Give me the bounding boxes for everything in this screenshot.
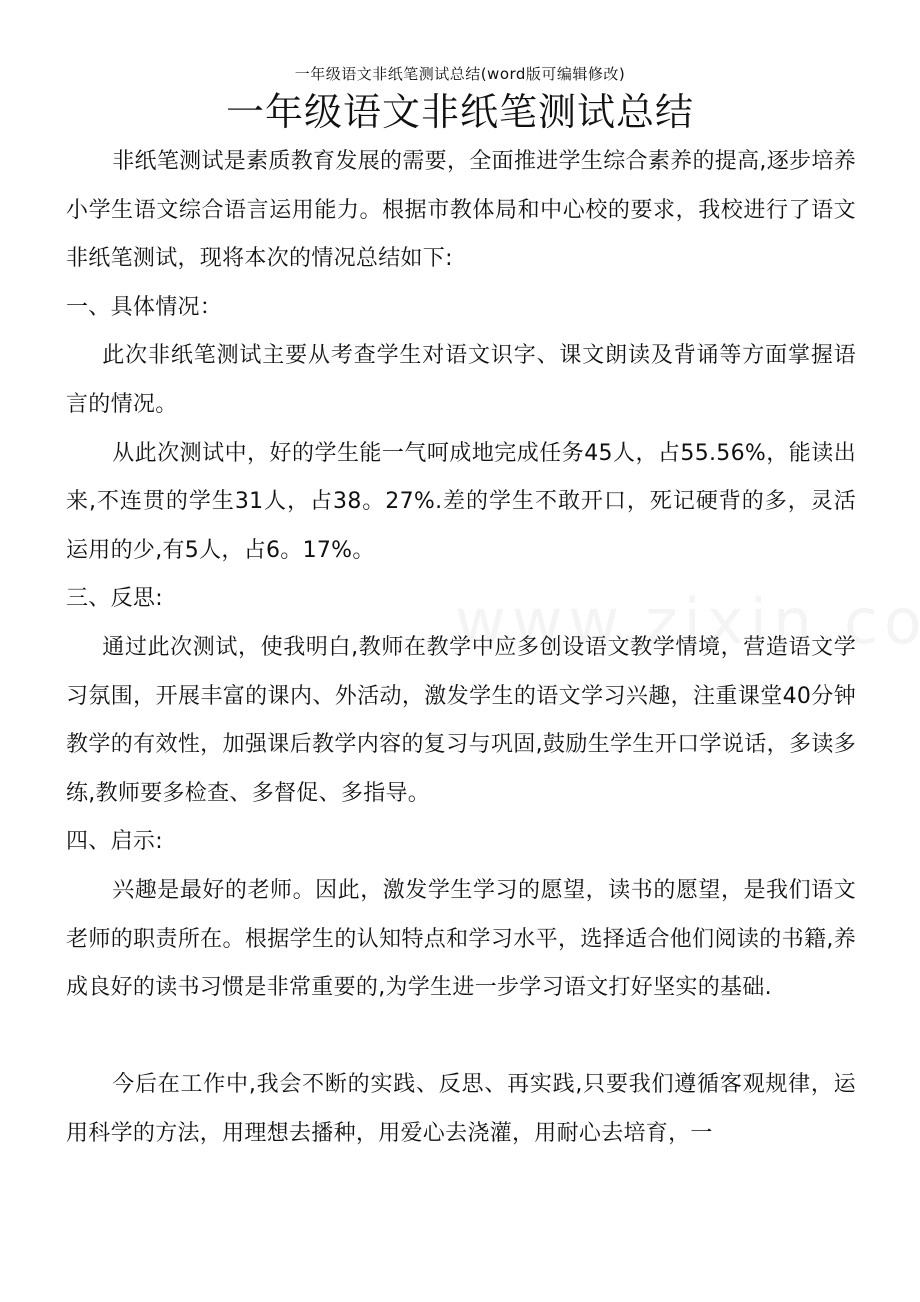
details-paragraph: 此次非纸笔测试主要从考查学生对语文识字、课文朗读及背诵等方面掌握语言的情况。 xyxy=(66,343,856,417)
insight-paragraph: 兴趣是最好的老师。因此，激发学生学习的愿望，读书的愿望，是我们语文老师的职责所在。根据学生的认知特点和学习水平，选择适合他们阅读的书籍,养成良好的读书习惯是非常重要的,为学生进一步学习语文打好坚实的基础. xyxy=(66,877,856,1001)
document-body xyxy=(66,138,856,1158)
intro-paragraph: 非纸笔测试是素质教育发展的需要，全面推进学生综合素养的提高,逐步培养小学生语文综合语言运用能力。根据市教体局和中心校的要求，我校进行了语文非纸笔测试，现将本次的情况总结如下: xyxy=(66,149,856,272)
document-title: 一年级语文非纸笔测试总结 xyxy=(225,90,694,134)
section-heading-reflection: 三、反思: xyxy=(66,586,163,612)
spacer xyxy=(66,1013,856,1062)
section-heading-insight: 四、启示: xyxy=(66,829,163,855)
running-header: 一年级语文非纸笔测试总结(word版可编辑修改) xyxy=(294,65,626,83)
results-paragraph: 从此次测试中，好的学生能一气呵成地完成任务45人，占55.56%，能读出来,不连贯的学生31人，占38。27%.差的学生不敢开口，死记硬背的多，灵活运用的少,有5人，占6。17%。 xyxy=(66,440,856,563)
reflection-paragraph: 通过此次测试，使我明白,教师在教学中应多创设语文教学情境，营造语文学习氛围，开展丰富的课内、外活动，激发学生的语文学习兴趣，注重课堂40分钟教学的有效性，加强课后教学内容的复习与巩固,鼓励生学生开口学说话，多读多练,教师要多检查、多督促、多指导。 xyxy=(66,634,856,806)
section-heading-details: 一、具体情况： xyxy=(66,294,223,320)
closing-paragraph: 今后在工作中,我会不断的实践、反思、再实践,只要我们遵循客观规律，运用科学的方法，用理想去播种，用爱心去浇灌，用耐心去培育，一 xyxy=(66,1072,856,1146)
